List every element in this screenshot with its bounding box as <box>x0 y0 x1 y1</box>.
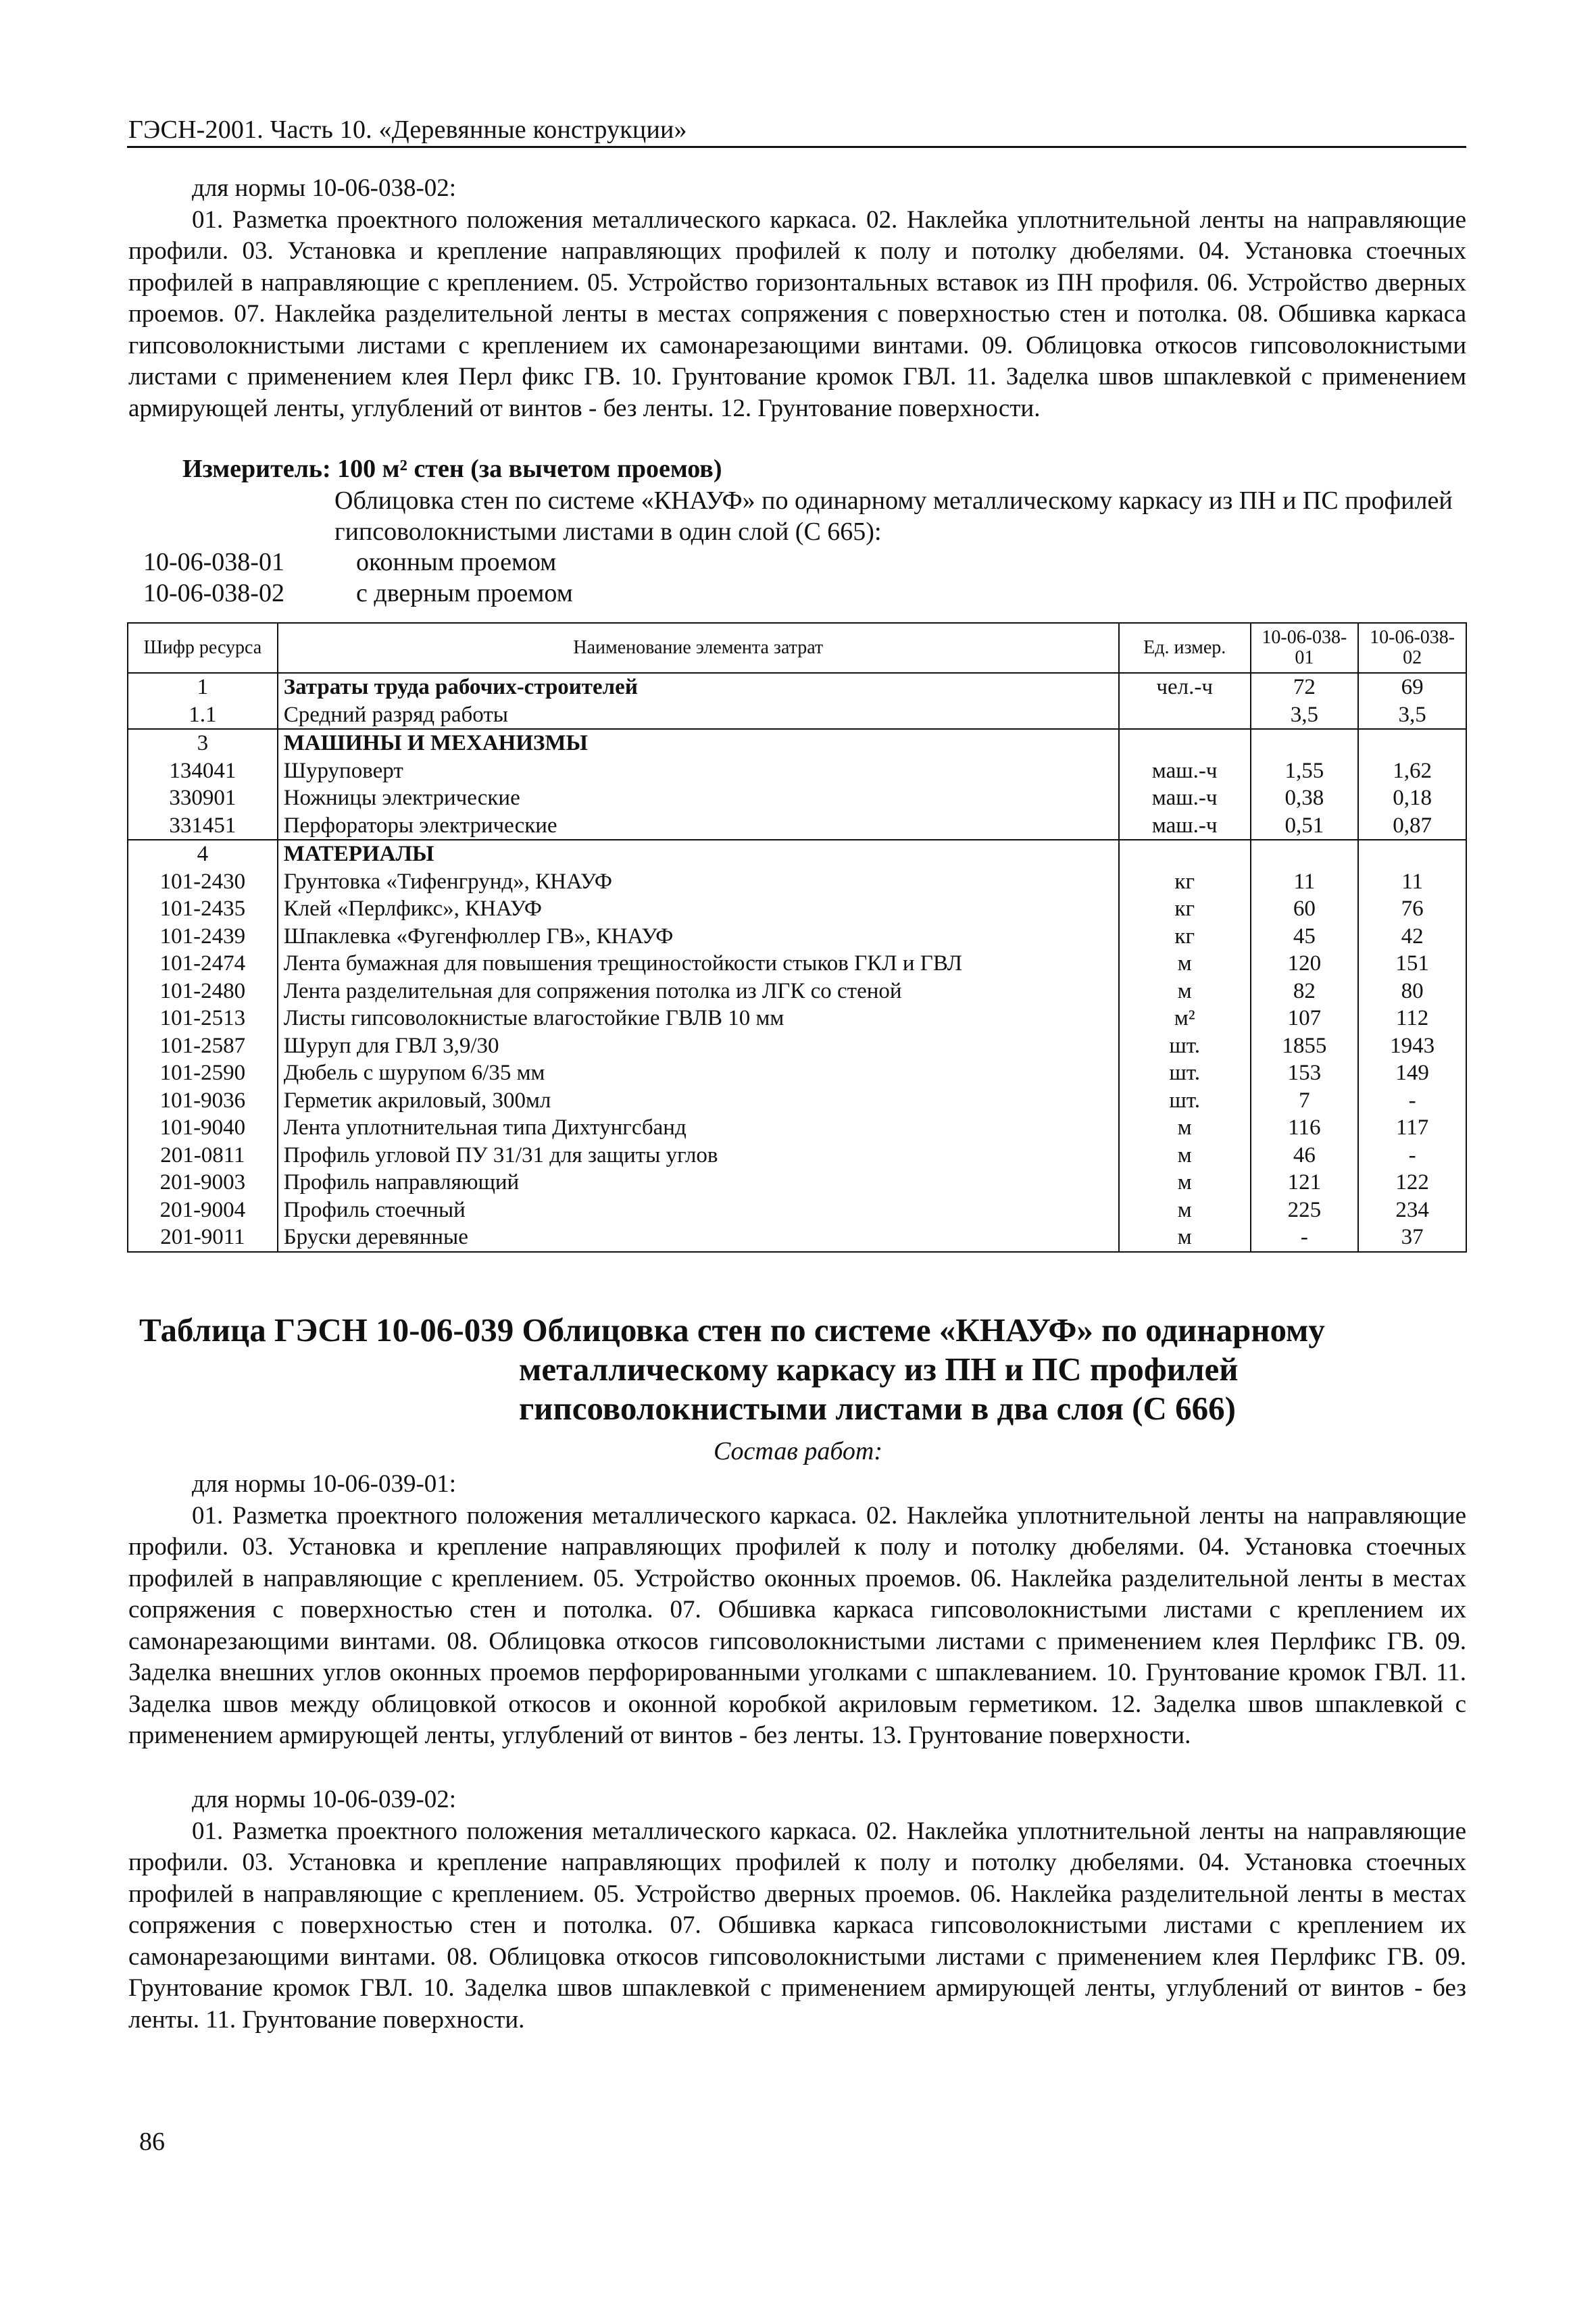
unit-cell: кг <box>1119 895 1251 923</box>
value-038-02-cell <box>1358 729 1466 757</box>
unit-cell: маш.-ч <box>1119 757 1251 785</box>
table-row <box>128 923 1466 951</box>
resource-code-cell: 101-2480 <box>128 978 278 1005</box>
value-038-02-cell: 117 <box>1358 1114 1466 1142</box>
value-038-02-cell: 37 <box>1358 1224 1466 1252</box>
resource-code-cell: 331451 <box>128 812 278 840</box>
unit-cell: м² <box>1119 1005 1251 1032</box>
unit-cell: м <box>1119 950 1251 978</box>
value-038-01-cell: 3,5 <box>1251 701 1359 730</box>
table-title <box>139 1311 1325 1428</box>
value-038-02-cell: 122 <box>1358 1169 1466 1197</box>
value-038-02-cell: 80 <box>1358 978 1466 1005</box>
resource-name-cell: Затраты труда рабочих-строителей <box>278 673 1119 701</box>
value-038-02-cell: 234 <box>1358 1197 1466 1224</box>
resource-name-cell: Бруски деревянные <box>278 1224 1119 1252</box>
table-row <box>128 812 1466 840</box>
unit-cell <box>1119 701 1251 730</box>
value-038-01-cell: 107 <box>1251 1005 1359 1032</box>
resource-code-cell: 101-2430 <box>128 868 278 896</box>
resource-name-cell: Профиль стоечный <box>278 1197 1119 1224</box>
unit-cell: шт. <box>1119 1032 1251 1060</box>
resource-name-cell: МАТЕРИАЛЫ <box>278 840 1119 868</box>
value-038-01-cell: 45 <box>1251 923 1359 951</box>
table-title-line: Таблица ГЭСН 10-06-039 Облицовка стен по системе «КНАУФ» по одинарному <box>139 1311 1325 1349</box>
value-038-01-cell: 0,38 <box>1251 784 1359 812</box>
norm-label-038-02: для нормы 10-06-038-02: <box>192 174 457 202</box>
measure-unit: Измеритель: 100 м² стен (за вычетом проемов) <box>182 455 722 483</box>
unit-cell: маш.-ч <box>1119 784 1251 812</box>
value-038-02-cell: 76 <box>1358 895 1466 923</box>
table-row <box>128 1005 1466 1032</box>
value-038-01-cell: 153 <box>1251 1059 1359 1087</box>
resource-name-cell: Лента уплотнительная типа Дихтунгсбанд <box>278 1114 1119 1142</box>
running-header: ГЭСН-2001. Часть 10. «Деревянные конструкции» <box>128 116 687 144</box>
table-row <box>128 895 1466 923</box>
resource-code-cell: 134041 <box>128 757 278 785</box>
value-038-02-cell: 11 <box>1358 868 1466 896</box>
resource-name-cell: Шуруповерт <box>278 757 1119 785</box>
resource-code-cell: 330901 <box>128 784 278 812</box>
norm-intro: Облицовка стен по системе «КНАУФ» по одинарному металлическому каркасу из ПН и ПС профилей гипсоволокнистыми листами в один слой (С 665): <box>334 486 1453 546</box>
value-038-02-cell: 42 <box>1358 923 1466 951</box>
resource-code-cell: 101-2587 <box>128 1032 278 1060</box>
norm-code-text: с дверным проемом <box>356 579 573 607</box>
header-rule <box>127 146 1466 148</box>
unit-cell: кг <box>1119 868 1251 896</box>
unit-cell: кг <box>1119 923 1251 951</box>
unit-cell: м <box>1119 1197 1251 1224</box>
resource-name-cell: Шпаклевка «Фугенфюллер ГВ», КНАУФ <box>278 923 1119 951</box>
resource-code-cell: 4 <box>128 840 278 868</box>
resource-code-cell: 3 <box>128 729 278 757</box>
value-038-01-cell: 120 <box>1251 950 1359 978</box>
value-038-02-cell: 151 <box>1358 950 1466 978</box>
norm-code-text: оконным проемом <box>356 548 557 576</box>
value-038-02-cell: - <box>1358 1142 1466 1169</box>
unit-cell <box>1119 840 1251 868</box>
value-038-01-cell: 121 <box>1251 1169 1359 1197</box>
value-038-02-cell: 149 <box>1358 1059 1466 1087</box>
table-row <box>128 1169 1466 1197</box>
resource-name-cell: Перфораторы электрические <box>278 812 1119 840</box>
resource-name-cell: Профиль направляющий <box>278 1169 1119 1197</box>
table-row <box>128 1114 1466 1142</box>
resource-code-cell: 101-2439 <box>128 923 278 951</box>
resource-name-cell: Лента разделительная для сопряжения потолка из ЛГК со стеной <box>278 978 1119 1005</box>
value-038-02-cell: 0,18 <box>1358 784 1466 812</box>
unit-cell: м <box>1119 1169 1251 1197</box>
unit-cell: чел.-ч <box>1119 673 1251 701</box>
resource-name-cell: Шуруп для ГВЛ 3,9/30 <box>278 1032 1119 1060</box>
resource-code-cell: 1.1 <box>128 701 278 730</box>
table-row <box>128 757 1466 785</box>
table-title-line: металлическому каркасу из ПН и ПС профилей <box>519 1351 1239 1388</box>
table-header-row <box>128 623 1466 673</box>
works-subtitle: Состав работ: <box>713 1437 883 1465</box>
col-header-name: Наименование элемента затрат <box>278 623 1119 673</box>
work-list-039-02: 01. Разметка проектного положения металлического каркаса. 02. Наклейка уплотнительной ленты на направляющие профили. 03. Установка и крепление направляющих профилей к полу и потолку дюбелями. 04. Установка стоечных профилей в направляющие с креплением. 05. Устройство дверных проемов. 06. Наклейка разделительной ленты в местах сопряжения с поверхностью стен и потолка. 07. Обшивка каркаса гипсоволокнистыми листами с креплением их самонарезающими винтами. 08. Облицовка откосов гипсоволокнистыми листами с применением клея Перлфикс ГВ. 09. Грунтование кромок ГВЛ. 10. Заделка швов шпаклевкой с применением армирующей ленты, углублений от винтов - без ленты. 11. Грунтование поверхности. <box>128 1817 1466 2034</box>
value-038-02-cell: 1,62 <box>1358 757 1466 785</box>
table-row <box>128 701 1466 730</box>
value-038-01-cell: 72 <box>1251 673 1359 701</box>
value-038-01-cell: - <box>1251 1224 1359 1252</box>
table-row <box>128 1197 1466 1224</box>
resource-name-cell: Лента бумажная для повышения трещиностойкости стыков ГКЛ и ГВЛ <box>278 950 1119 978</box>
resource-name-cell: Дюбель с шурупом 6/35 мм <box>278 1059 1119 1087</box>
resource-code-cell: 101-9036 <box>128 1087 278 1115</box>
value-038-01-cell: 225 <box>1251 1197 1359 1224</box>
value-038-01-cell: 60 <box>1251 895 1359 923</box>
value-038-02-cell: 0,87 <box>1358 812 1466 840</box>
unit-cell: шт. <box>1119 1087 1251 1115</box>
value-038-01-cell: 11 <box>1251 868 1359 896</box>
value-038-01-cell: 7 <box>1251 1087 1359 1115</box>
resource-code-cell: 101-9040 <box>128 1114 278 1142</box>
norm-code: 10-06-038-01 <box>143 548 284 576</box>
resource-code-cell: 101-2590 <box>128 1059 278 1087</box>
table-row <box>128 1032 1466 1060</box>
norm-code-row <box>143 578 573 608</box>
norm-label-039-02: для нормы 10-06-039-02: <box>192 1786 457 1813</box>
work-list-038-02: 01. Разметка проектного положения металлического каркаса. 02. Наклейка уплотнительной ленты на направляющие профили. 03. Установка и крепление направляющих профилей к полу и потолку дюбелями. 04. Установка стоечных профилей в направляющие с креплением. 05. Устройство горизонтальных вставок из ПН профиля. 06. Устройство дверных проемов. 07. Наклейка разделительной ленты в местах сопряжения с поверхностью стен и потолка. 08. Обшивка каркаса гипсоволокнистыми листами с креплением их самонарезающими винтами. 09. Облицовка откосов гипсоволокнистыми листами с применением клея Перл фикс ГВ. 10. Грунтование кромок ГВЛ. 11. Заделка швов шпаклевкой с применением армирующей ленты, углублений от винтов - без ленты. 12. Грунтование поверхности. <box>128 205 1466 422</box>
value-038-01-cell: 1,55 <box>1251 757 1359 785</box>
resource-name-cell: МАШИНЫ И МЕХАНИЗМЫ <box>278 729 1119 757</box>
unit-cell <box>1119 729 1251 757</box>
norm-039-01-section <box>128 1469 1466 1752</box>
resource-name-cell: Профиль угловой ПУ 31/31 для защиты углов <box>278 1142 1119 1169</box>
table-body <box>128 673 1466 1252</box>
value-038-01-cell <box>1251 840 1359 868</box>
col-header-038-02: 10-06-038-02 <box>1358 623 1466 673</box>
resource-name-cell: Герметик акриловый, 300мл <box>278 1087 1119 1115</box>
norm-code: 10-06-038-02 <box>143 579 284 607</box>
unit-cell: м <box>1119 1142 1251 1169</box>
resource-name-cell: Листы гипсоволокнистые влагостойкие ГВЛВ 10 мм <box>278 1005 1119 1032</box>
col-header-code: Шифр ресурса <box>128 623 278 673</box>
table-row <box>128 1087 1466 1115</box>
table-row <box>128 673 1466 701</box>
unit-cell: м <box>1119 1114 1251 1142</box>
table-row <box>128 1224 1466 1252</box>
resource-code-cell: 101-2513 <box>128 1005 278 1032</box>
resource-code-cell: 201-0811 <box>128 1142 278 1169</box>
table-row <box>128 868 1466 896</box>
page-number: 86 <box>139 2128 165 2156</box>
work-list-039-01: 01. Разметка проектного положения металлического каркаса. 02. Наклейка уплотнительной ленты на направляющие профили. 03. Установка и крепление направляющих профилей к полу и потолку дюбелями. 04. Установка стоечных профилей в направляющие с креплением. 05. Устройство оконных проемов. 06. Наклейка разделительной ленты в местах сопряжения с поверхностью стен и потолка. 07. Обшивка каркаса гипсоволокнистыми листами с креплением их самонарезающими винтами. 08. Облицовка откосов гипсоволокнистыми листами с применением клея Перлфикс ГВ. 09. Заделка внешних углов оконных проемов перфорированными уголками с шпаклеванием. 10. Грунтование кромок ГВЛ. 11. Заделка швов между облицовкой откосов и оконной коробкой акриловым герметиком. 12. Заделка швов шпаклевкой с применением армирующей ленты, углублений от винтов - без ленты. 13. Грунтование поверхности. <box>128 1501 1466 1749</box>
value-038-01-cell: 116 <box>1251 1114 1359 1142</box>
table-row <box>128 1059 1466 1087</box>
resource-code-cell: 101-2435 <box>128 895 278 923</box>
value-038-02-cell: 112 <box>1358 1005 1466 1032</box>
resource-code-cell: 1 <box>128 673 278 701</box>
norm-code-row <box>143 547 556 577</box>
table-row <box>128 840 1466 868</box>
unit-cell: маш.-ч <box>1119 812 1251 840</box>
table-row <box>128 1142 1466 1169</box>
resource-name-cell: Средний разряд работы <box>278 701 1119 730</box>
top-section <box>128 173 1466 424</box>
table-row <box>128 784 1466 812</box>
resource-code-cell: 101-2474 <box>128 950 278 978</box>
table-row <box>128 729 1466 757</box>
col-header-unit: Ед. измер. <box>1119 623 1251 673</box>
unit-cell: м <box>1119 1224 1251 1252</box>
value-038-02-cell: - <box>1358 1087 1466 1115</box>
norm-039-02-section <box>128 1784 1466 2036</box>
col-header-038-01: 10-06-038-01 <box>1251 623 1359 673</box>
table-title-line: гипсоволокнистыми листами в два слоя (С 666) <box>519 1390 1236 1427</box>
value-038-01-cell: 1855 <box>1251 1032 1359 1060</box>
value-038-01-cell <box>1251 729 1359 757</box>
resource-code-cell: 201-9004 <box>128 1197 278 1224</box>
unit-cell: м <box>1119 978 1251 1005</box>
resource-code-cell: 201-9003 <box>128 1169 278 1197</box>
value-038-02-cell <box>1358 840 1466 868</box>
resource-name-cell: Ножницы электрические <box>278 784 1119 812</box>
resource-table <box>127 622 1467 1253</box>
value-038-02-cell: 69 <box>1358 673 1466 701</box>
value-038-02-cell: 1943 <box>1358 1032 1466 1060</box>
resource-code-cell: 201-9011 <box>128 1224 278 1252</box>
table-row <box>128 978 1466 1005</box>
value-038-01-cell: 0,51 <box>1251 812 1359 840</box>
value-038-02-cell: 3,5 <box>1358 701 1466 730</box>
table-row <box>128 950 1466 978</box>
norm-label-039-01: для нормы 10-06-039-01: <box>192 1470 457 1498</box>
unit-cell: шт. <box>1119 1059 1251 1087</box>
value-038-01-cell: 46 <box>1251 1142 1359 1169</box>
resource-name-cell: Клей «Перлфикс», КНАУФ <box>278 895 1119 923</box>
resource-name-cell: Грунтовка «Тифенгрунд», КНАУФ <box>278 868 1119 896</box>
value-038-01-cell: 82 <box>1251 978 1359 1005</box>
